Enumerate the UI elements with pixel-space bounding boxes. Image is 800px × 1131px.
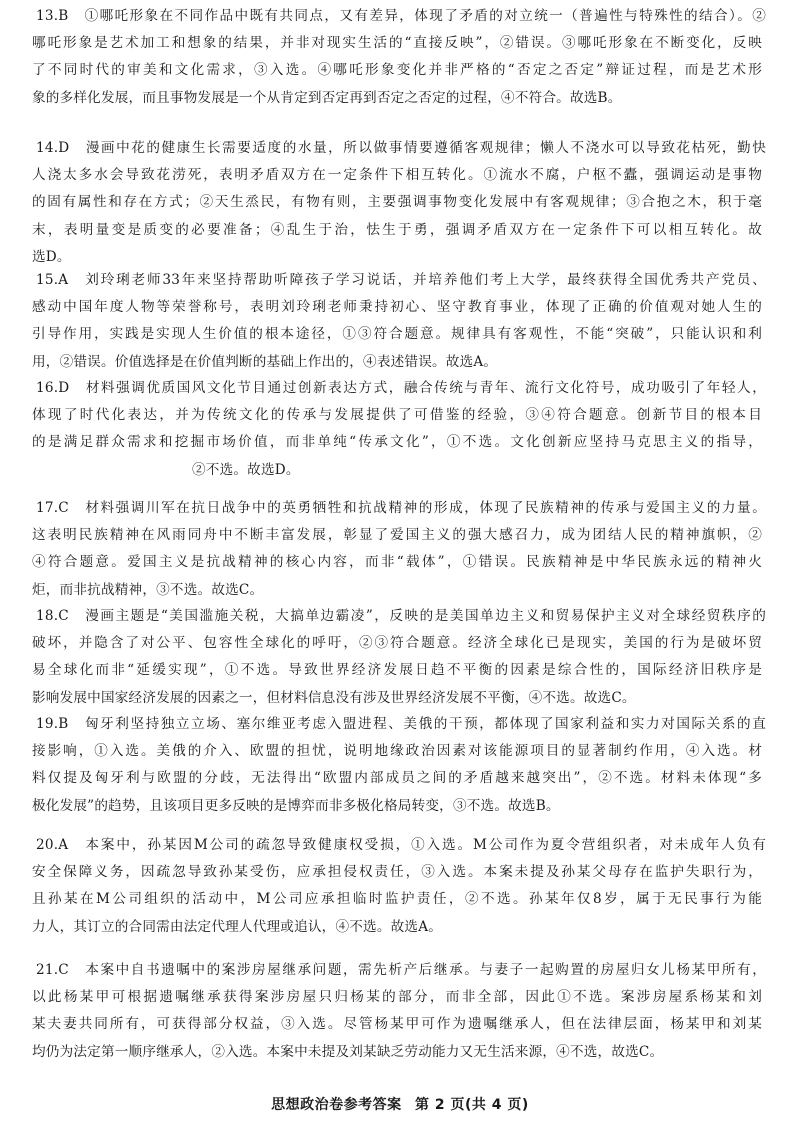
answer-line: 炬，而非抗战精神，③不选。故选C。 (32, 581, 264, 598)
answer-line: 均仍为法定第一顺序继承人，②入选。本案中未提及刘某缺乏劳动能力又无生活来源，④不选，故选C。 (32, 1043, 664, 1060)
footer-page-number: 第 2 页(共 4 页) (415, 1097, 529, 1113)
answer-line: 末，表明量变是质变的必要准备；④乱生于治，怯生于勇，强调矛盾双方在一定条件下可以相互转化。故 (32, 221, 762, 238)
answer-line: 象的多样化发展，而且事物发展是一个从肯定到否定再到否定之否定的过程，④不符合。故选B。 (32, 89, 622, 106)
footer-title: 思想政治卷参考答案 (271, 1097, 402, 1113)
answer-line: 易全球化而非“延缓实现”，①不选。导致世界经济发展日趋不平衡的因素是综合性的，国际经济旧秩序是 (32, 662, 762, 679)
answer-line: 15.A 刘玲琍老师33年来坚持帮助听障孩子学习说话，并培养他们考上大学，最终获得全国优秀共产党员、 (36, 272, 766, 288)
answer-line: 破坏，并隐含了对公平、包容性全球化的呼吁，②③符合题意。经济全球化已是现实，美国的行为是破坏贸 (32, 635, 762, 652)
answer-line: 16.D 材料强调优质国风文化节目通过创新表达方式，融合传统与青年、流行文化符号，成功吸引了年轻人， (36, 380, 766, 396)
answer-line: 体现了时代化表达，并为传统文化的传承与发展提供了可借鉴的经验，③④符合题意。创新节目的根本目 (32, 407, 762, 424)
answer-line: 某夫妻共同所有，可获得部分权益，③入选。尽管杨某甲可作为遗嘱继承人，但在法律层面，杨某甲和刘某 (32, 1016, 762, 1033)
answer-line: 20.A 本案中，孙某因M公司的疏忽导致健康权受损，①入选。M公司作为夏令营组织者，对未成年人负有 (36, 837, 766, 853)
page-footer (0, 1094, 800, 1114)
answer-line: 接影响，①入选。美俄的介入、欧盟的担忧，说明地缘政治因素对该能源项目的显著制约作用，④入选。材 (32, 743, 762, 760)
answer-line: 19.B 匈牙利坚持独立立场、塞尔维亚考虑入盟进程、美俄的干预，都体现了国家利益和实力对国际关系的直 (36, 716, 766, 732)
answer-line: 这表明民族精神在风雨同舟中不断丰富发展，彰显了爱国主义的强大感召力，成为团结人民的精神旗帜，② (32, 527, 762, 544)
answer-line: 且孙某在M公司组织的活动中，M公司应承担临时监护责任，②不选。孙某年仅8岁，属于无民事行为能 (32, 891, 762, 908)
answer-line: 的固有属性和存在方式；②天生烝民，有物有则，主要强调事物变化发展中有客观规律；③合抱之木，积于毫 (32, 194, 762, 211)
answer-line: 人浇太多水会导致花涝死，表明矛盾双方在一定条件下相互转化。①流水不腐，户枢不蠹，强调运动是事物 (32, 167, 762, 184)
answer-line: ④符合题意。爱国主义是抗战精神的核心内容，而非“载体”，①错误。民族精神是中华民族永远的精神火 (32, 554, 762, 571)
answer-line: 了不同时代的审美和文化需求，③入选。④哪吒形象变化并非严格的“否定之否定”辩证过程，而是艺术形 (32, 62, 762, 79)
answer-line: 14.D 漫画中花的健康生长需要适度的水量，所以做事情要遵循客观规律；懒人不浇水可以导致花枯死，勤快 (36, 140, 766, 156)
answer-line: 极化发展”的趋势，且该项目更多反映的是博弈而非多极化格局转变，③不选。故选B。 (32, 797, 560, 814)
answer-line: 引导作用，实践是实现人生价值的根本途径，①③符合题意。规律具有客观性，不能“突破”，只能认识和利 (32, 326, 762, 343)
answer-line: 感动中国年度人物等荣誉称号，表明刘玲琍老师秉持初心、坚守教育事业，体现了正确的价值观对她人生的 (32, 299, 762, 316)
answer-line: 21.C 本案中自书遗嘱中的案涉房屋继承问题，需先析产后继承。与妻子一起购置的房屋归女儿杨某甲所有， (36, 962, 766, 978)
answer-line: 13.B ①哪吒形象在不同作品中既有共同点，又有差异，体现了矛盾的对立统一（普遍性与特殊性的结合）。② (36, 8, 766, 24)
answer-line: 18.C 漫画主题是“美国滥施关税，大搞单边霸凌”，反映的是美国单边主义和贸易保护主义对全球经贸秩序的 (36, 608, 766, 624)
answer-line: 的是满足群众需求和挖掘市场价值，而非单纯“传承文化”，①不选。文化创新应坚持马克思主义的指导， (32, 434, 762, 451)
answer-line: 力人，其订立的合同需由法定代理人代理或追认，④不选。故选A。 (32, 918, 443, 935)
answer-line: 选D。 (32, 248, 71, 265)
answer-line: ②不选。故选D。 (192, 461, 300, 478)
answer-line: 安全保障义务，因疏忽导致孙某受伤，应承担侵权责任，③入选。本案未提及孙某父母存在监护失职行为， (32, 864, 762, 881)
answer-line: 用，②错误。价值选择是在价值判断的基础上作出的，④表述错误。故选A。 (32, 353, 498, 370)
answer-line: 影响发展中国家经济发展的因素之一，但材料信息没有涉及世界经济发展不平衡，④不选。故选C。 (32, 689, 636, 706)
answer-line: 17.C 材料强调川军在抗日战争中的英勇牺牲和抗战精神的形成，体现了民族精神的传承与爱国主义的力量。 (36, 500, 766, 516)
answer-line: 以此杨某甲可根据遗嘱继承获得案涉房屋只归杨某的部分，而非全部，因此①不选。案涉房屋系杨某和刘 (32, 989, 762, 1006)
answer-line: 料仅提及匈牙利与欧盟的分歧，无法得出“欧盟内部成员之间的矛盾越来越突出”，②不选。材料未体现“多 (32, 770, 762, 787)
answer-line: 哪吒形象是艺术加工和想象的结果，并非对现实生活的“直接反映”，②错误。③哪吒形象在不断变化，反映 (32, 35, 762, 52)
